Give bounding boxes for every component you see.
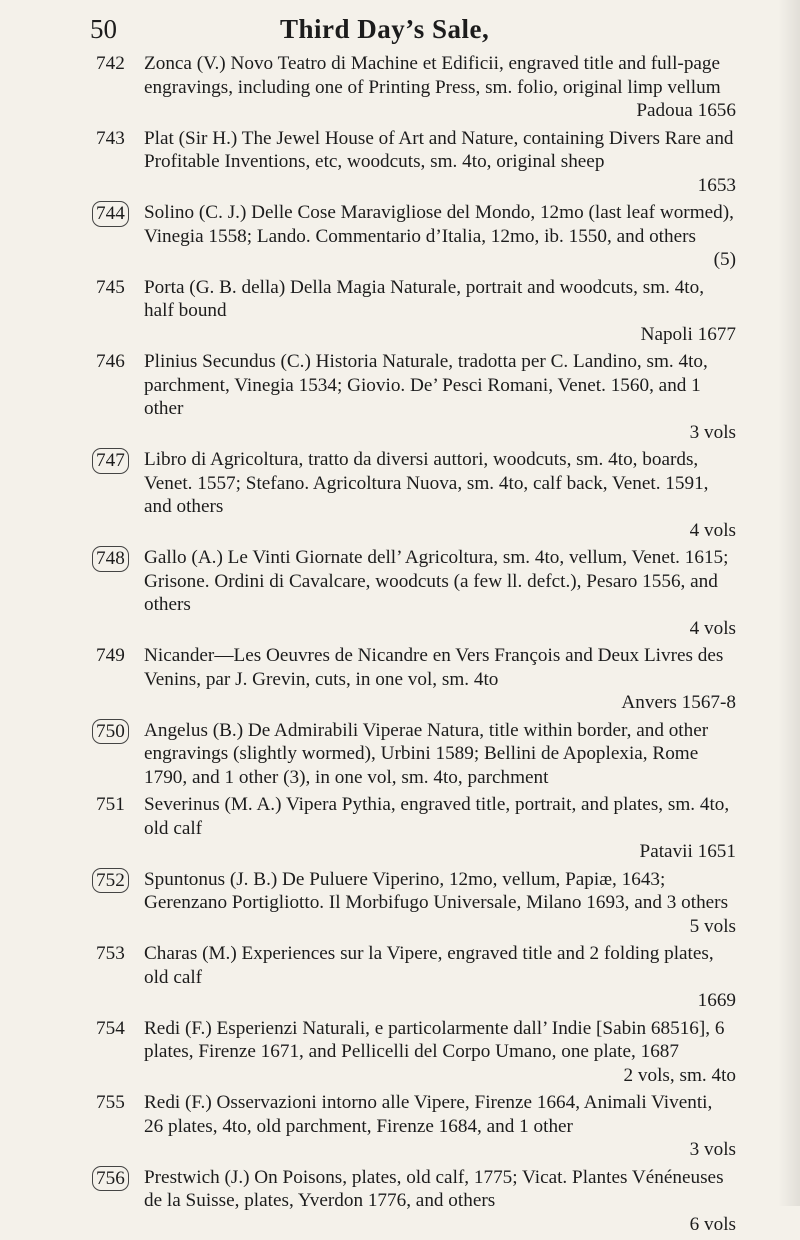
lot-number: 746 bbox=[96, 351, 125, 372]
lot-entry bbox=[96, 793, 736, 864]
lot-entry bbox=[96, 276, 736, 347]
lot-description: Severinus (M. A.) Vipera Pythia, engraved title, portrait, and plates, sm. 4to, old calf bbox=[144, 794, 730, 839]
lot-imprint: 1653 bbox=[697, 174, 736, 196]
lot-number: 754 bbox=[96, 1017, 125, 1039]
lot-number: 753 bbox=[96, 943, 125, 964]
page-number: 50 bbox=[90, 14, 117, 44]
lot-imprint: Napoli 1677 bbox=[640, 323, 736, 345]
lot-number: 755 bbox=[96, 1092, 125, 1113]
lot-entry bbox=[96, 1166, 736, 1237]
lot-number: 749 bbox=[96, 645, 125, 666]
lot-description: Plat (Sir H.) The Jewel House of Art and Nature, containing Divers Rare and Profitable Inventions, etc, woodcuts, sm. 4to, original sheep bbox=[144, 127, 734, 172]
lot-imprint: 3 vols bbox=[689, 1139, 736, 1160]
lot-entry bbox=[96, 719, 736, 790]
lot-imprint: 2 vols, sm. 4to bbox=[623, 1064, 736, 1086]
lot-entry bbox=[96, 350, 736, 444]
lot-entry bbox=[96, 942, 736, 1013]
lot-description: Angelus (B.) De Admirabili Viperae Natura, title within border, and other engravings (slightly wormed), Urbini 1589; Bellini de Apoplexia, Rome 1790, and 1 other (3), in one vol, sm. 4to, parchment bbox=[144, 719, 709, 788]
lot-imprint: 4 vols bbox=[689, 617, 736, 639]
lot-list bbox=[96, 52, 736, 1240]
lot-description: Redi (F.) Esperienzi Naturali, e particolarmente dall’ Indie [Sabin 68516], 6 plates, Firenze 1671, and Pellicelli del Corpo Umano, one plate, 1687 bbox=[144, 1017, 725, 1062]
lot-entry bbox=[96, 644, 736, 715]
page-edge-shadow bbox=[778, 0, 800, 1206]
lot-number: 742 bbox=[96, 53, 125, 74]
lot-number: 745 bbox=[96, 276, 125, 298]
lot-imprint: 6 vols bbox=[689, 1213, 736, 1235]
lot-entry bbox=[96, 1017, 736, 1088]
lot-description: Spuntonus (J. B.) De Puluere Viperino, 12mo, vellum, Papiæ, 1643; Gerenzano Portigliotto. Il Morbifugo Universale, Milano 1693, and 3 others bbox=[144, 868, 729, 913]
lot-description: Plinius Secundus (C.) Historia Naturale, tradotta per C. Landino, sm. 4to, parchment, Vinegia 1534; Giovio. De’ Pesci Romani, Venet. 1560, and 1 other bbox=[144, 351, 708, 419]
lot-imprint: 1669 bbox=[697, 990, 736, 1011]
lot-number: 744 bbox=[92, 201, 129, 227]
lot-number: 751 bbox=[96, 794, 125, 815]
lot-description: Zonca (V.) Novo Teatro di Machine et Edificii, engraved title and full-page engravings, including one of Printing Press, sm. folio, original limp vellum bbox=[144, 53, 721, 98]
page-header bbox=[90, 14, 750, 44]
lot-number: 748 bbox=[92, 546, 129, 572]
lot-imprint: 3 vols bbox=[689, 421, 736, 443]
lot-entry bbox=[96, 127, 736, 198]
lot-description: Redi (F.) Osservazioni intorno alle Vipere, Firenze 1664, Animali Viventi, 26 plates, 4to, old parchment, Firenze 1684, and 1 other bbox=[144, 1092, 713, 1137]
lot-description: Libro di Agricoltura, tratto da diversi auttori, woodcuts, sm. 4to, boards, Venet. 1557; Stefano. Agricoltura Nuova, sm. 4to, calf back, Venet. 1591, and others bbox=[144, 449, 709, 517]
lot-imprint: 5 vols bbox=[689, 915, 736, 937]
lot-description: Gallo (A.) Le Vinti Giornate dell’ Agricoltura, sm. 4to, vellum, Venet. 1615; Grisone. Ordini di Cavalcare, woodcuts (a few ll. defct.), Pesaro 1556, and others bbox=[144, 547, 729, 615]
lot-number: 743 bbox=[96, 127, 125, 149]
lot-imprint: (5) bbox=[713, 249, 736, 270]
lot-imprint: Padoua 1656 bbox=[636, 100, 736, 121]
lot-entry bbox=[96, 52, 736, 123]
lot-imprint: Anvers 1567-8 bbox=[621, 692, 736, 713]
lot-imprint: Patavii 1651 bbox=[639, 841, 736, 862]
lot-number: 750 bbox=[92, 719, 129, 745]
lot-imprint: 4 vols bbox=[689, 519, 736, 541]
lot-description: Prestwich (J.) On Poisons, plates, old calf, 1775; Vicat. Plantes Vénéneuses de la Suisse, plates, Yverdon 1776, and others bbox=[144, 1166, 724, 1211]
lot-description: Solino (C. J.) Delle Cose Maravigliose del Mondo, 12mo (last leaf wormed), Vinegia 1558; Lando. Commentario d’Italia, 12mo, ib. 1550, and others bbox=[144, 202, 734, 247]
lot-entry bbox=[96, 1091, 736, 1162]
lot-number: 747 bbox=[92, 448, 129, 474]
lot-description: Nicander—Les Oeuvres de Nicandre en Vers François and Deux Livres des Venins, par J. Grevin, cuts, in one vol, sm. 4to bbox=[144, 645, 724, 690]
page-title: Third Day’s Sale, bbox=[280, 14, 490, 44]
lot-number: 756 bbox=[92, 1166, 129, 1192]
lot-description: Charas (M.) Experiences sur la Vipere, engraved title and 2 folding plates, old calf bbox=[144, 943, 714, 988]
lot-entry bbox=[96, 201, 736, 272]
lot-entry bbox=[96, 448, 736, 542]
lot-description: Porta (G. B. della) Della Magia Naturale, portrait and woodcuts, sm. 4to, half bound bbox=[144, 276, 705, 321]
lot-number: 752 bbox=[92, 868, 129, 894]
lot-entry bbox=[96, 868, 736, 939]
lot-entry bbox=[96, 546, 736, 640]
